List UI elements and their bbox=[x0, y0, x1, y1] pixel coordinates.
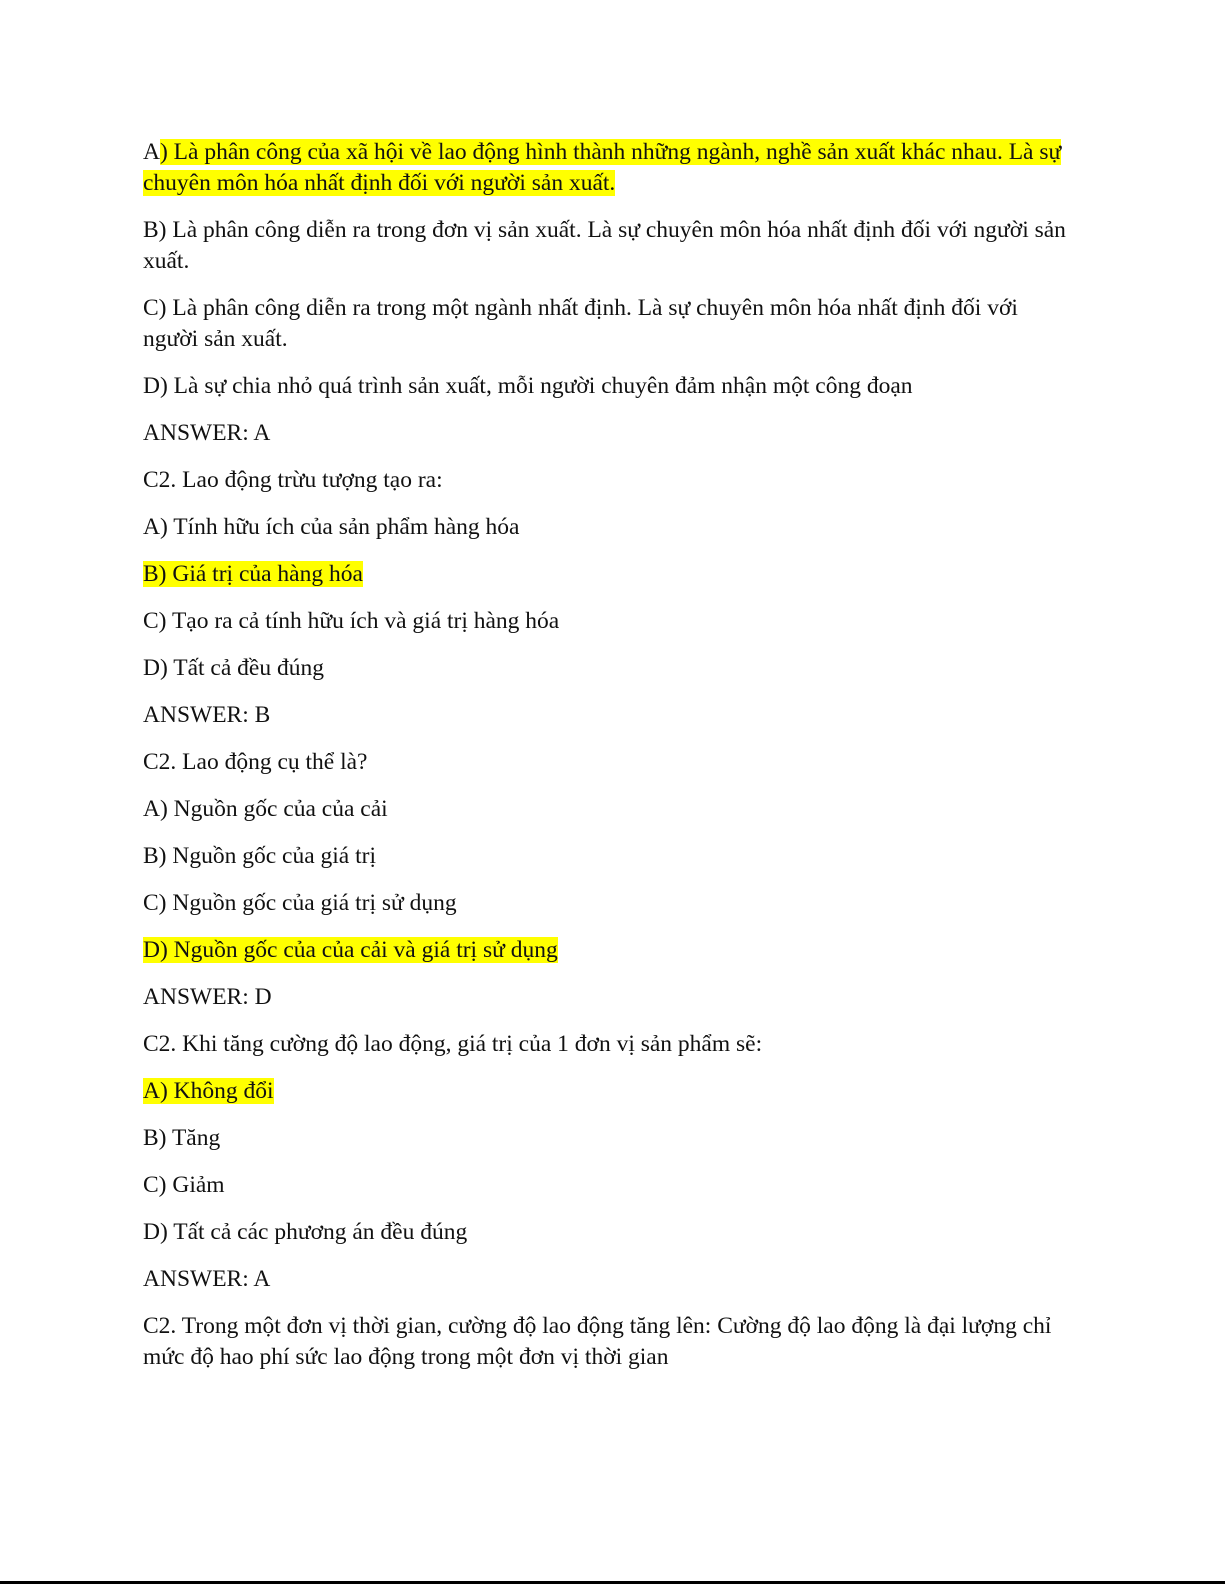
document-body bbox=[143, 137, 1073, 1389]
page-bottom-border bbox=[0, 1581, 1225, 1584]
option-b-q4: B) Tăng bbox=[143, 1125, 221, 1151]
option-a-q1 bbox=[143, 137, 1073, 199]
highlighted-answer: A) Không đổi bbox=[143, 1078, 274, 1104]
option-a-q4 bbox=[143, 1076, 1073, 1107]
option-d-q1: D) Là sự chia nhỏ quá trình sản xuất, mỗi người chuyên đảm nhận một công đoạn bbox=[143, 373, 913, 399]
option-a-q3: A) Nguồn gốc của của cải bbox=[143, 796, 388, 822]
answer-q2: ANSWER: B bbox=[143, 702, 271, 728]
option-b-q2 bbox=[143, 559, 1073, 590]
option-c-q4: C) Giảm bbox=[143, 1172, 225, 1198]
question-4: C2. Khi tăng cường độ lao động, giá trị của 1 đơn vị sản phẩm sẽ: bbox=[143, 1031, 763, 1057]
answer-q3: ANSWER: D bbox=[143, 984, 272, 1010]
option-b-q1: B) Là phân công diễn ra trong đơn vị sản xuất. Là sự chuyên môn hóa nhất định đối với người sản xuất. bbox=[143, 217, 1066, 274]
answer-q1: ANSWER: A bbox=[143, 420, 271, 446]
option-a-q2: A) Tính hữu ích của sản phẩm hàng hóa bbox=[143, 514, 520, 540]
option-prefix: A bbox=[143, 139, 160, 165]
option-c-q2: C) Tạo ra cả tính hữu ích và giá trị hàng hóa bbox=[143, 608, 560, 634]
question-2: C2. Lao động trừu tượng tạo ra: bbox=[143, 467, 443, 493]
highlighted-answer: B) Giá trị của hàng hóa bbox=[143, 561, 363, 587]
option-c-q1: C) Là phân công diễn ra trong một ngành nhất định. Là sự chuyên môn hóa nhất định đối với người sản xuất. bbox=[143, 295, 1018, 352]
option-d-q2: D) Tất cả đều đúng bbox=[143, 655, 324, 681]
option-b-q3: B) Nguồn gốc của giá trị bbox=[143, 843, 376, 869]
answer-q4: ANSWER: A bbox=[143, 1266, 271, 1292]
option-d-q3 bbox=[143, 935, 1073, 966]
question-3: C2. Lao động cụ thể là? bbox=[143, 749, 368, 775]
option-c-q3: C) Nguồn gốc của giá trị sử dụng bbox=[143, 890, 457, 916]
option-d-q4: D) Tất cả các phương án đều đúng bbox=[143, 1219, 468, 1245]
highlighted-answer: ) Là phân công của xã hội về lao động hình thành những ngành, nghề sản xuất khác nhau. Là sự chuyên môn hóa nhất định đối với người sản xuất. bbox=[143, 139, 1062, 196]
question-5: C2. Trong một đơn vị thời gian, cường độ lao động tăng lên: Cường độ lao động là đại lượng chỉ mức độ hao phí sức lao động trong một đơn vị thời gian bbox=[143, 1313, 1052, 1370]
highlighted-answer: D) Nguồn gốc của của cải và giá trị sử dụng bbox=[143, 937, 558, 963]
